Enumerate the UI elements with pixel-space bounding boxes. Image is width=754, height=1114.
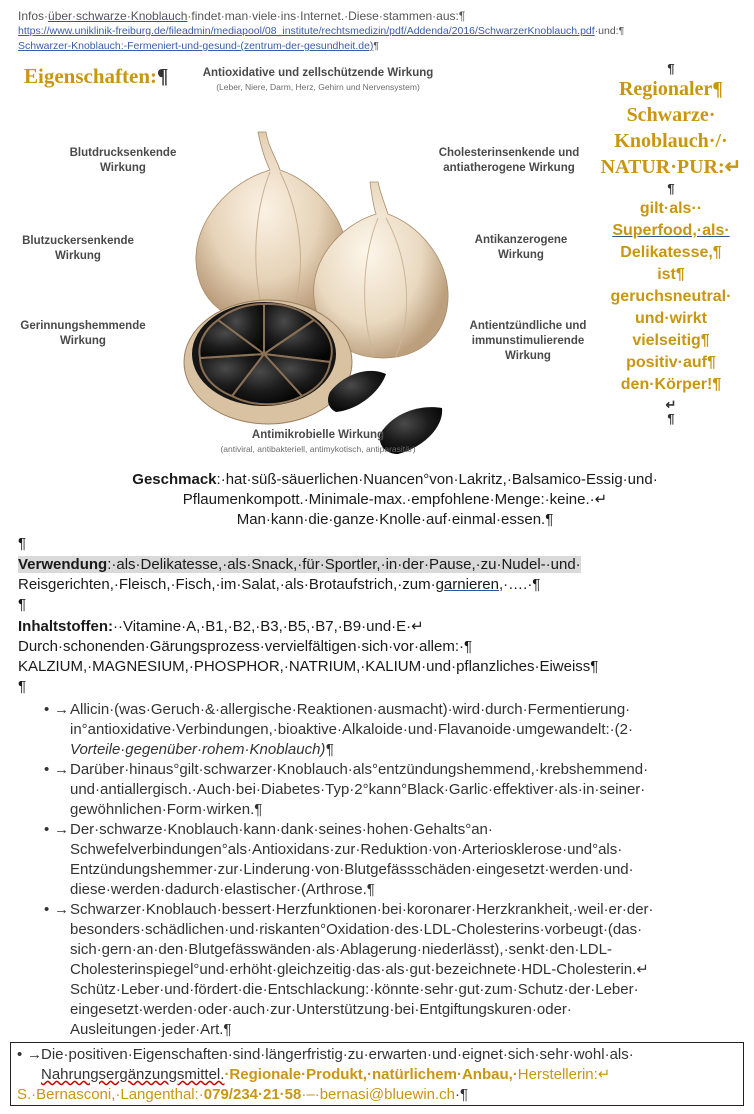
- prop-label: Blutdrucksenkende: [69, 147, 177, 159]
- callout-body-line: gilt·als··: [639, 200, 703, 217]
- prop-label: Wirkung: [505, 350, 551, 362]
- list-item: [40, 820, 740, 900]
- prop-label: Antikanzerogene: [474, 234, 568, 246]
- list-item-line: Der·schwarze·Knoblauch·kann·dank·seines·hohen·Gehalts°an·: [70, 821, 493, 838]
- url2-post: ¶: [373, 40, 380, 52]
- producer-name: S.·Bernasconi,·Langenthal:·: [17, 1086, 204, 1103]
- url1-post: ·und:¶: [594, 25, 625, 37]
- list-item-line: Cholesterinspiegel°und·erhöht·gleichzeitig·das·als·gut·bezeichnete·HDL-Cholesterin.↵: [70, 961, 649, 978]
- pilcrow: ¶: [18, 678, 27, 695]
- prop-antioxidative-title: Antioxidative und zellschützende Wirkung: [202, 67, 434, 79]
- intro-line-1: [18, 8, 738, 24]
- intro-line-2: [18, 24, 738, 39]
- prop-label: Wirkung: [55, 250, 101, 262]
- callout-body: [596, 198, 746, 396]
- callout-body-line: und·wirkt: [635, 310, 707, 327]
- list-item-line: sich·gern·an·den·Blutgefässwänden·als·Ablagerung·niederlässt),·senkt·den·LDL-: [70, 941, 612, 958]
- producer-phone: 079/234·21·58: [203, 1086, 302, 1103]
- pilcrow: ¶: [157, 64, 169, 88]
- list-item-line: diese·werden·dadurch·elastischer·(Arthrose.¶: [70, 881, 375, 898]
- geschmack-label: Geschmack: [132, 471, 217, 488]
- prop-antientzuendlich: [458, 319, 598, 364]
- bullet-icon: •: [44, 821, 50, 838]
- geschmack-text: Pflaumenkompott.·Minimale-max.·empfohlene·Menge:·keine.·↵: [182, 491, 608, 508]
- callout-title: [596, 76, 746, 180]
- list-item-line: gewöhnlichen·Form·wirken.¶: [70, 801, 263, 818]
- callout-body-line: geruchsneutral·: [610, 288, 732, 305]
- prop-antikanzerogen: [466, 233, 576, 263]
- bullet-icon: •: [17, 1046, 23, 1063]
- prop-gerinnung: [18, 319, 148, 349]
- eigenschaften-text: Eigenschaften:: [24, 64, 157, 88]
- tab-arrow-icon: →: [54, 761, 69, 778]
- tab-arrow-icon: →: [54, 701, 69, 718]
- line-break-mark: ↵: [665, 397, 677, 412]
- pilcrow: ¶: [18, 596, 27, 613]
- pilcrow: ¶: [667, 411, 675, 426]
- verwendung-text: :·als·Delikatesse,·als·Snack,·für·Sportler,·in·der·Pause,·zu·Nudel-·und·: [107, 556, 581, 573]
- prop-antioxidative: [178, 66, 458, 93]
- prop-label: Blutzuckersenkende: [22, 235, 134, 247]
- prop-label: Cholesterinsenkende und: [438, 147, 580, 159]
- prop-blutzucker: [18, 234, 138, 264]
- bullet-icon: •: [44, 901, 50, 918]
- inhaltstoffen-paragraph: [18, 617, 738, 697]
- list-item-line: eingesetzt·werden·oder·auch·zur·Unterstützung·bei·Entgiftungskuren·oder·: [70, 1001, 572, 1018]
- intro-line-3: [18, 39, 738, 54]
- list-item-line: Entzündungshemmer·zur·Linderung·von·Blutgefässschäden·eingesetzt·werden·und·: [70, 861, 634, 878]
- benefits-list: [40, 700, 740, 1040]
- prop-antioxidative-sub: (Leber, Niere, Darm, Herz, Gehirn und Nervensystem): [216, 82, 420, 92]
- verwendung-paragraph: [18, 555, 738, 615]
- verwendung-text: ,·….·¶: [498, 576, 541, 593]
- producer-line: [17, 1085, 737, 1105]
- intro-text: Infos·: [18, 9, 49, 23]
- verwendung-text: Reisgerichten,·Fleisch,·Fisch,·im·Salat,·als·Brotaufstrich,·zum·: [18, 576, 436, 593]
- tab-arrow-icon: →: [54, 821, 69, 838]
- list-item-line: und·antiallergisch.·Auch·bei·Diabetes·Typ·2°kann°Black·Garlic·effektiver·als·in·seiner·: [70, 781, 646, 798]
- callout-body-line: positiv·auf¶: [626, 354, 716, 371]
- prop-label: Antientzündliche und: [469, 320, 587, 332]
- intro-block: [18, 8, 738, 54]
- producer-line: Die·positiven·Eigenschaften·sind·längerfristig·zu·erwarten·und·eignet·sich·sehr·wohl·als·: [41, 1046, 634, 1063]
- prop-label: Gerinnungshemmende: [20, 320, 146, 332]
- callout-title-line: NATUR·PUR:↵: [600, 156, 742, 178]
- geschmack-paragraph: [60, 470, 730, 530]
- geschmack-text: :·hat·süß-säuerlichen·Nuancen°von·Lakritz,·Balsamico-Essig·und·: [216, 471, 658, 488]
- prop-antimikrobiell-title: Antimikrobielle Wirkung: [251, 429, 385, 441]
- regional-callout: [596, 62, 746, 426]
- list-item-line: in°antioxidative·Verbindungen,·bioaktive·Alkaloide·und·Flavanoide·umgewandelt:·(2·: [70, 721, 633, 738]
- intro-link-text: über·schwarze·Knoblauch: [48, 9, 188, 23]
- callout-body-line: den·Körper!¶: [620, 376, 722, 393]
- verwendung-text: garnieren: [435, 576, 499, 593]
- tab-arrow-icon: →: [54, 901, 69, 918]
- prop-label: Wirkung: [498, 249, 544, 261]
- prop-label: immunstimulierende: [471, 335, 585, 347]
- verwendung-label: Verwendung: [18, 556, 108, 573]
- tab-arrow-icon: →: [27, 1046, 42, 1063]
- list-item: [40, 900, 740, 1040]
- prop-cholesterin: [434, 146, 584, 176]
- inhaltstoffen-label: Inhaltstoffen:: [18, 618, 113, 635]
- list-item: [40, 700, 740, 760]
- callout-body-line: Superfood,·als·: [612, 222, 730, 239]
- intro-text-end: ·findet·man·viele·ins·Internet.·Diese·stammen·aus:¶: [187, 9, 466, 23]
- pilcrow: ¶: [667, 181, 675, 196]
- producer-line: [41, 1065, 737, 1085]
- callout-title-line: Knoblauch·/·: [614, 130, 728, 152]
- inhaltstoffen-text: Durch·schonenden·Gärungsprozess·vervielfältigen·sich·vor·allem:·¶: [18, 638, 473, 655]
- producer-email[interactable]: ·–·bernasi@bluewin.ch: [301, 1086, 456, 1103]
- prop-blutdruck: [58, 146, 188, 176]
- callout-title-line: Schwarze·: [626, 104, 716, 126]
- uniklinik-pdf-link[interactable]: https://www.uniklinik-freiburg.de/fileadmin/mediapool/08_institute/rechtsmedizin/pdf/Addenda/2016/SchwarzerKnoblauch.pdf: [18, 25, 595, 37]
- zentrum-der-gesundheit-link[interactable]: Schwarzer-Knoblauch:-Fermeniert-und-gesund-(zentrum-der-gesundheit.de): [18, 40, 374, 52]
- list-item-line: besonders·schädlichen·und·riskanten°Oxidation·des·LDL-Cholesterins·vorbeugt·(das·: [70, 921, 643, 938]
- list-item-line: Darüber·hinaus°gilt·schwarzer·Knoblauch·als°entzündungshemmend,·krebshemmend·: [70, 761, 649, 778]
- garlic-properties-figure: [18, 62, 598, 462]
- inhaltstoffen-text: ··Vitamine·A,·B1,·B2,·B3,·B5,·B7,·B9·und·E·↵: [113, 618, 424, 635]
- inhaltstoffen-text: KALZIUM,·MAGNESIUM,·PHOSPHOR,·NATRIUM,·KALIUM·und·pflanzliches·Eiweiss¶: [18, 658, 599, 675]
- list-item-line: Vorteile·gegenüber·rohem·Knoblauch)¶: [70, 741, 334, 758]
- prop-antimikrobiell: [178, 428, 458, 455]
- bullet-icon: •: [44, 761, 50, 778]
- list-item-line: Allicin·(was·Geruch·&·allergische·Reaktionen·ausmacht)·wird·durch·Fermentierung·: [70, 701, 631, 718]
- list-item-line: Schwarzer·Knoblauch·bessert·Herzfunktionen·bei·koronarer·Herzkrankheit,·weil·er·der·: [70, 901, 654, 918]
- geschmack-text: Man·kann·die·ganze·Knolle·auf·einmal·essen.¶: [236, 511, 554, 528]
- producer-info-box: [10, 1042, 744, 1106]
- producer-text-end: ·¶: [455, 1086, 469, 1103]
- pilcrow: ¶: [18, 535, 27, 552]
- producer-text: Nahrungsergänzungsmittel.: [41, 1066, 225, 1083]
- callout-body-line: Delikatesse,¶: [620, 244, 722, 261]
- callout-body-line: ist¶: [657, 266, 685, 283]
- list-item-line: Schwefelverbindungen°als·Antioxidans·zur·Reduktion·von·Arteriosklerose·und°als·: [70, 841, 623, 858]
- eigenschaften-heading: [24, 64, 168, 89]
- list-item-line: Schütz·Leber·und·fördert·die·Entschlackung:·könnte·sehr·gut·zum·Schutz·der·Leber·: [70, 981, 639, 998]
- callout-body-line: vielseitig¶: [632, 332, 710, 349]
- producer-text: ·Regionale·Produkt,·natürlichem·Anbau,·: [224, 1066, 518, 1083]
- producer-text: Herstellerin:↵: [517, 1066, 611, 1083]
- prop-label: Wirkung: [60, 335, 106, 347]
- list-item-line: Ausleitungen·jeder·Art.¶: [70, 1021, 232, 1038]
- prop-label: antiatherogene Wirkung: [443, 162, 575, 174]
- prop-label: Wirkung: [100, 162, 146, 174]
- pilcrow: ¶: [667, 61, 675, 76]
- callout-title-line: Regionaler¶: [618, 78, 724, 100]
- prop-antimikrobiell-sub: (antiviral, antibakteriell, antimykotisch, antiparasitär): [220, 444, 416, 454]
- bullet-icon: •: [44, 701, 50, 718]
- list-item: [40, 760, 740, 820]
